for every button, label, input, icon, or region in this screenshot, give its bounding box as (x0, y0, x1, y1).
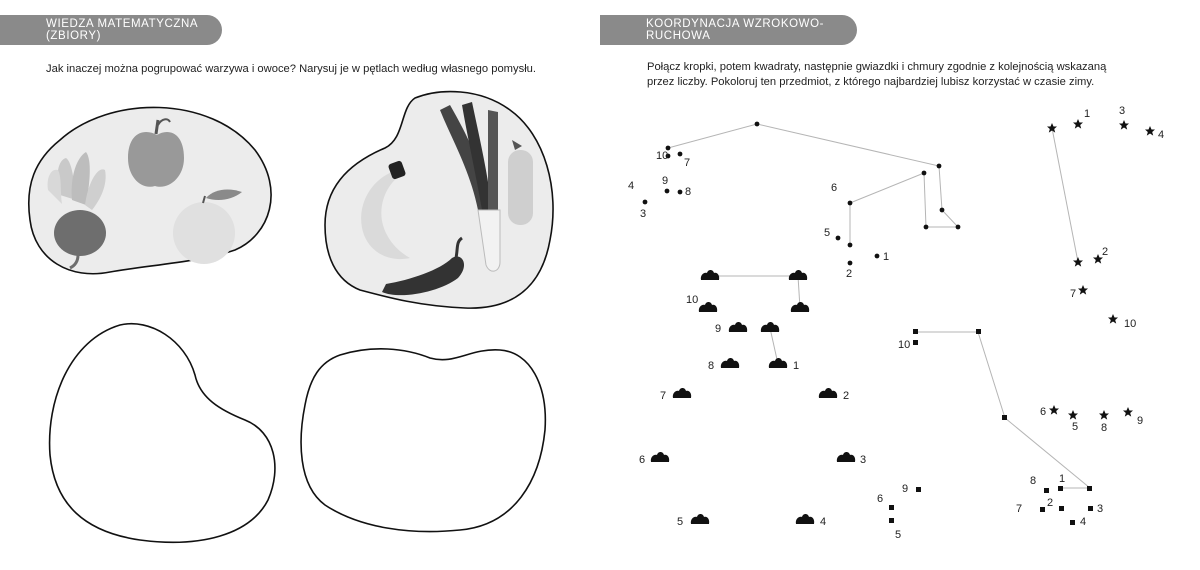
dot-label-4: 4 (628, 180, 635, 192)
dot-label-9: 9 (662, 175, 669, 187)
dot-label-3: 3 (640, 208, 647, 220)
cloud-label-1: 1 (793, 360, 800, 372)
star-label-9: 9 (1137, 415, 1144, 427)
dot-label-7: 7 (684, 157, 691, 169)
guide-lines (668, 124, 1090, 488)
square-points (889, 329, 1093, 525)
cloud-label-8: 8 (708, 360, 715, 372)
square-label-7: 7 (1016, 503, 1023, 515)
square-label-2: 2 (1047, 497, 1054, 509)
cloud-label-2: 2 (843, 390, 850, 402)
dot-label-1: 1 (883, 251, 890, 263)
cloud-label-5: 5 (677, 516, 684, 528)
cloud-label-6: 6 (639, 454, 646, 466)
square-label-5: 5 (895, 529, 902, 541)
dot-label-5: 5 (824, 227, 831, 239)
star-label-3: 3 (1119, 105, 1126, 117)
section-title-right-text: KOORDYNACJA WZROKOWO-RUCHOWA (646, 18, 825, 42)
dot-label-6: 6 (831, 182, 838, 194)
star-labels (1040, 105, 1164, 434)
instruction-right-line1: Połącz kropki, potem kwadraty, następnie gwiazdki i chmury zgodnie z kolejnością wskazaną (647, 61, 1107, 73)
cloud-label-10: 10 (686, 294, 699, 306)
dot-label-8: 8 (685, 186, 692, 198)
dot-label-10: 10 (656, 150, 669, 162)
star-points (1047, 119, 1155, 420)
star-label-8: 8 (1101, 422, 1108, 434)
star-label-4: 4 (1158, 129, 1165, 141)
star-label-7: 7 (1070, 288, 1077, 300)
square-label-1: 1 (1059, 473, 1066, 485)
instruction-left: Jak inaczej można pogrupować warzywa i owoce? Narysuj je w pętlach według własnego pomysłu. (46, 63, 537, 75)
star-label-2: 2 (1102, 246, 1109, 258)
cloud-label-9: 9 (715, 323, 722, 335)
cloud-label-3: 3 (860, 454, 867, 466)
cloud-labels (639, 294, 866, 528)
cloud-label-7: 7 (660, 390, 667, 402)
square-label-6: 6 (877, 493, 884, 505)
dot-label-2: 2 (846, 268, 853, 280)
square-label-9: 9 (902, 483, 909, 495)
square-label-10: 10 (898, 339, 911, 351)
square-label-8: 8 (1030, 475, 1037, 487)
cloud-label-4: 4 (820, 516, 827, 528)
star-label-6: 6 (1040, 406, 1047, 418)
star-label-10: 10 (1124, 318, 1137, 330)
star-label-5: 5 (1072, 421, 1079, 433)
star-label-1: 1 (1084, 108, 1091, 120)
section-title-left-text: WIEDZA MATEMATYCZNA (ZBIORY) (46, 18, 198, 42)
square-label-3: 3 (1097, 503, 1104, 515)
square-label-4: 4 (1080, 516, 1087, 528)
instruction-right-line2: przez liczby. Pokoloruj ten przedmiot, z którego najbardziej lubisz korzystać w czasie zimy. (647, 76, 1095, 88)
cloud-shapes (651, 270, 855, 524)
